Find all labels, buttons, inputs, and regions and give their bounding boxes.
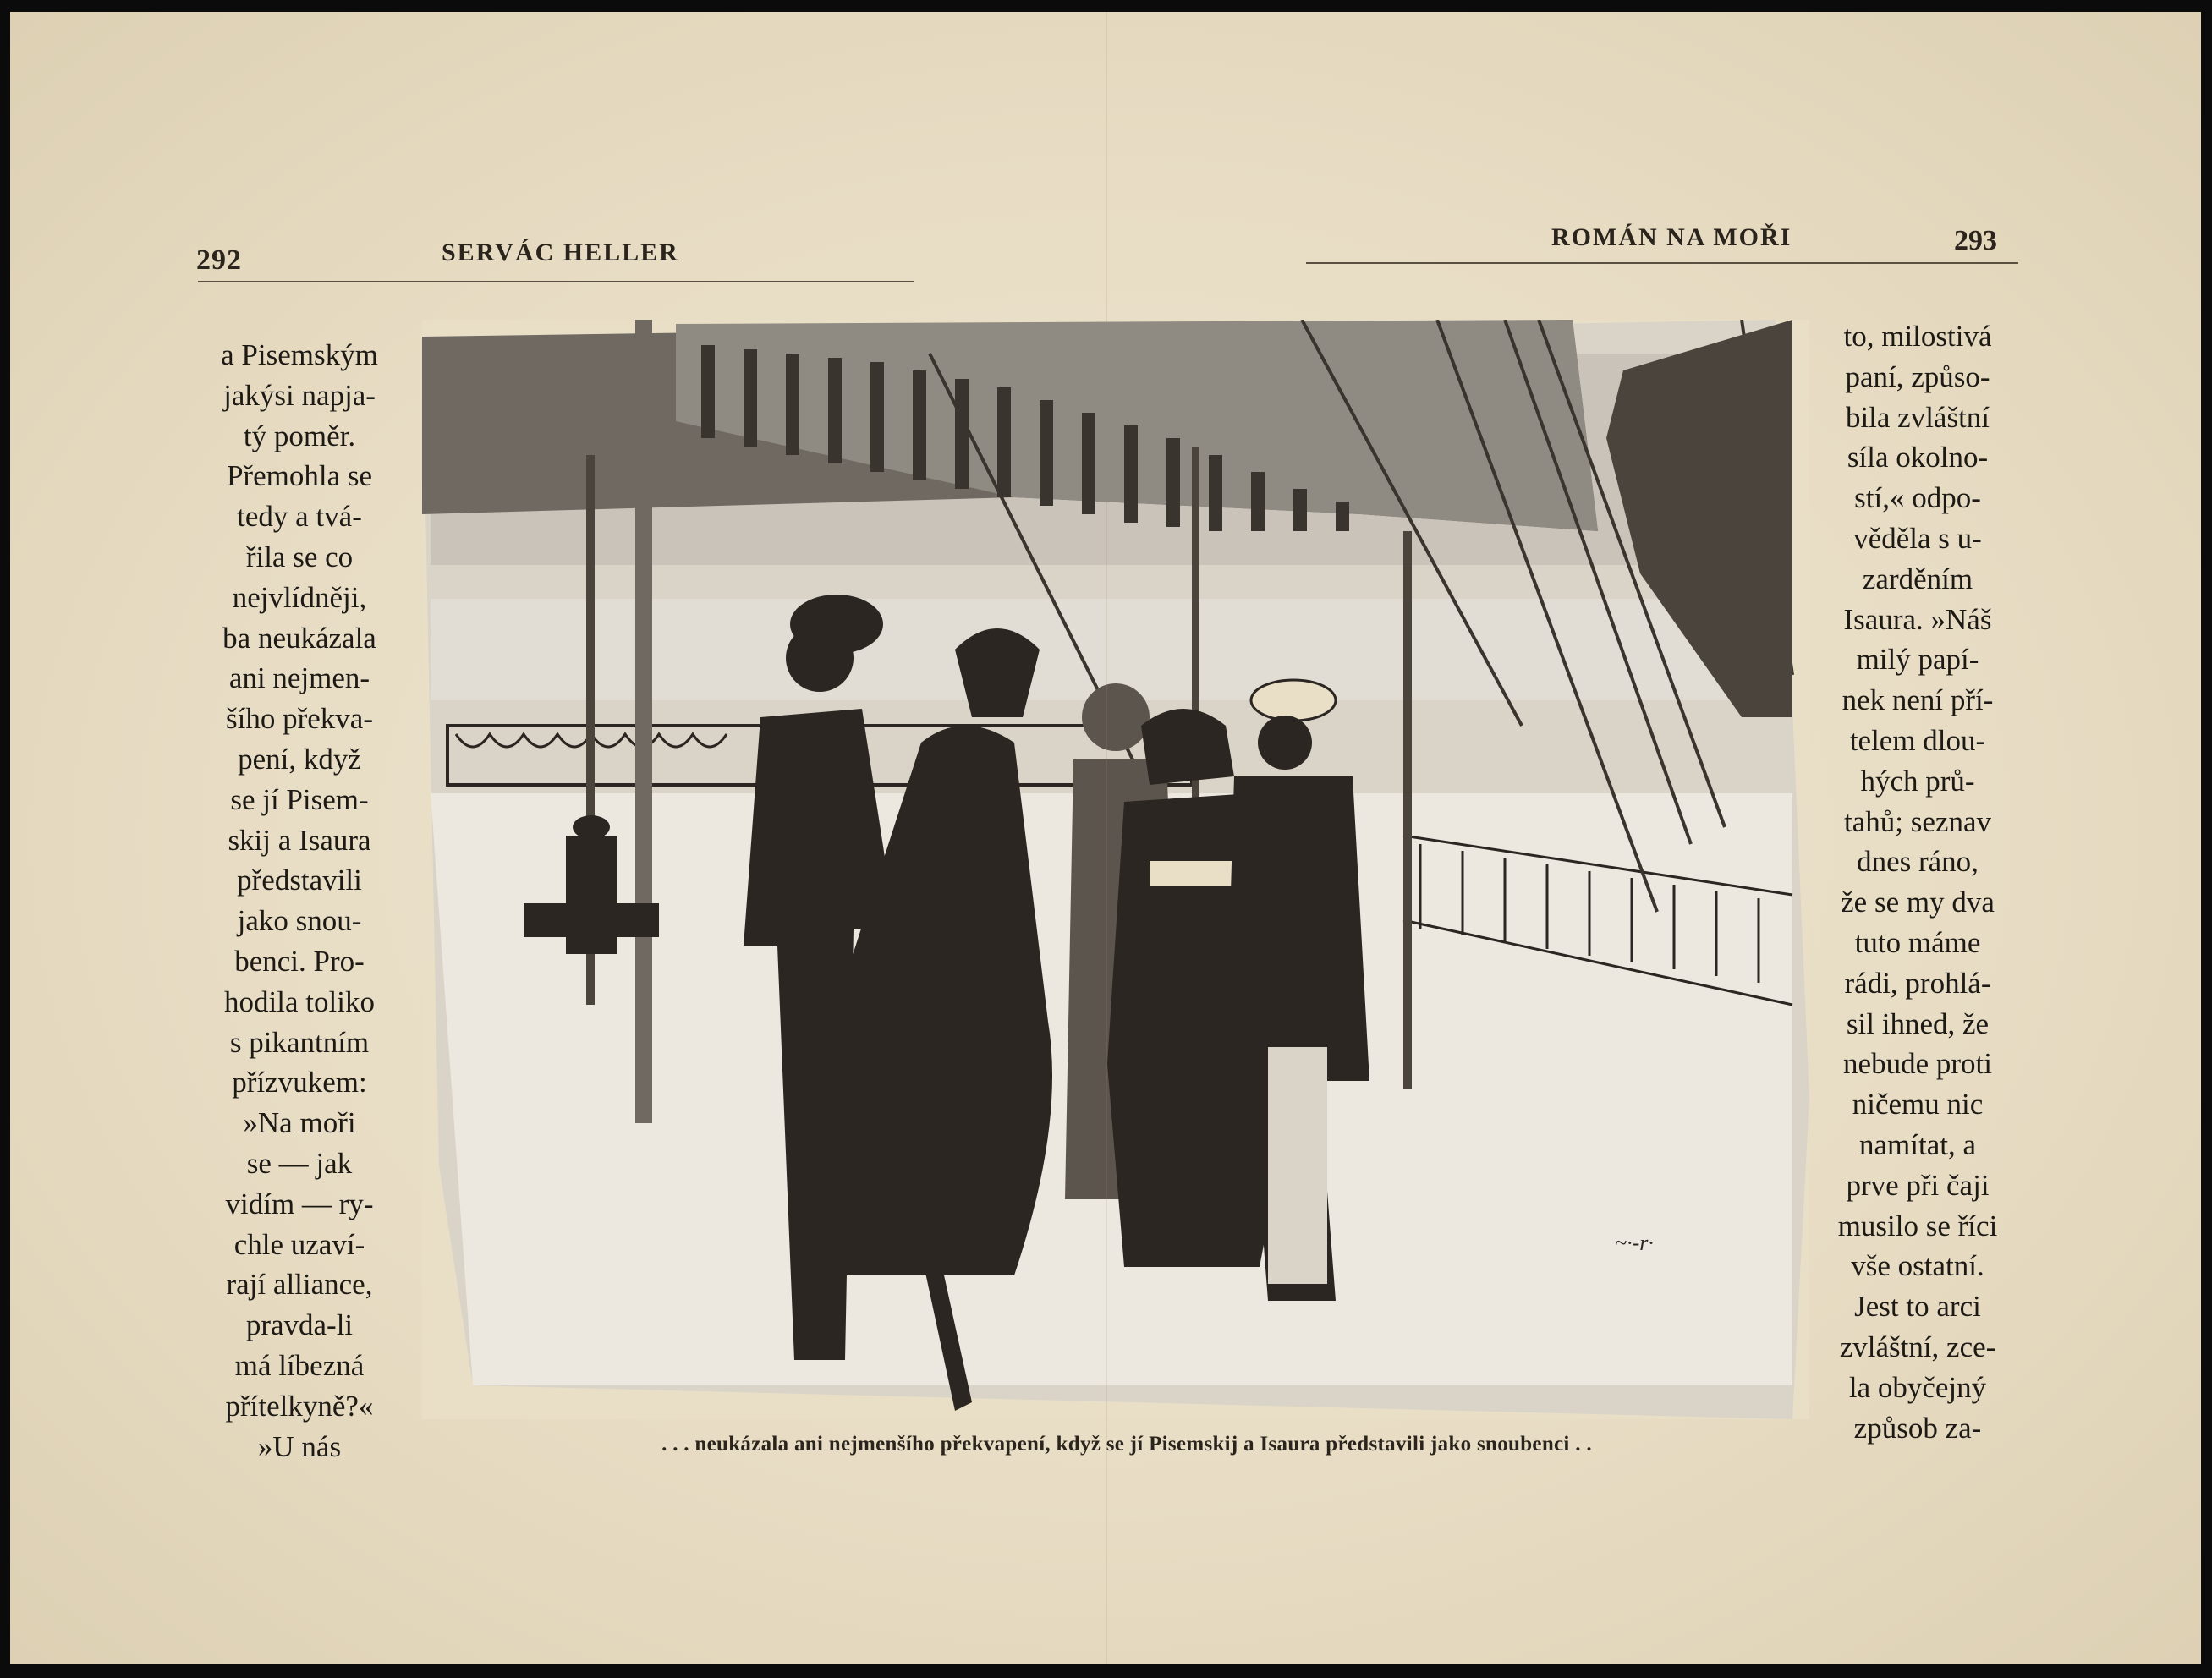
left-text-line: vidím — ry- bbox=[225, 1187, 374, 1220]
right-page-number: 293 bbox=[1954, 225, 1997, 256]
left-header-rule bbox=[198, 281, 914, 282]
right-text-line: milý papí- bbox=[1856, 643, 1979, 677]
left-text-line: ba neukázala bbox=[222, 621, 376, 655]
left-text-line: pravda-li bbox=[245, 1308, 354, 1342]
right-text-line: tuto máme bbox=[1854, 925, 1981, 959]
left-text-line: chle uzaví- bbox=[233, 1227, 365, 1261]
right-text-line: Isaura. »Náš bbox=[1843, 602, 1992, 636]
left-text-line: pení, když bbox=[238, 742, 361, 776]
left-text-line: šího překva- bbox=[226, 702, 373, 736]
right-text-line: hých prů- bbox=[1860, 764, 1975, 798]
right-text-line: že se my dva bbox=[1841, 886, 1995, 919]
left-text-column bbox=[196, 335, 403, 1467]
right-text-line: musilo se říci bbox=[1837, 1209, 1998, 1242]
book-spread bbox=[10, 12, 2201, 1664]
left-running-head: SERVÁC HELLER bbox=[442, 239, 679, 266]
left-text-line: jako snou- bbox=[237, 904, 362, 938]
right-text-line: rádi, prohlá- bbox=[1844, 966, 1991, 1000]
right-text-line: nebude proti bbox=[1843, 1047, 1992, 1081]
left-text-line: má líbezná bbox=[234, 1348, 365, 1382]
right-text-line: to, milostivá bbox=[1843, 320, 1992, 353]
right-text-line: sil ihned, že bbox=[1846, 1006, 1990, 1040]
right-text-line: způsob za- bbox=[1853, 1411, 1982, 1445]
left-text-line: hodila toliko bbox=[224, 984, 375, 1018]
left-text-line: skij a Isaura bbox=[228, 823, 371, 857]
left-text-line: rají alliance, bbox=[226, 1268, 373, 1302]
left-page-number: 292 bbox=[196, 244, 242, 276]
left-text-line: přítelkyně?« bbox=[225, 1389, 374, 1423]
right-text-line: ničemu nic bbox=[1852, 1088, 1984, 1121]
svg-text:~·-r·: ~·-r· bbox=[1615, 1231, 1654, 1255]
left-text-line: představili bbox=[237, 864, 362, 897]
right-text-line: bila zvláštní bbox=[1845, 400, 1990, 434]
illustration-caption: . . . neukázala ani nejmenšího překvapení, když se jí Pisemskij a Isaura představili jako snoubenci . . bbox=[661, 1433, 1592, 1456]
left-text-line: přízvukem: bbox=[232, 1066, 367, 1099]
right-text-column bbox=[1820, 316, 2015, 1448]
left-text-line: řila se co bbox=[245, 540, 354, 573]
right-text-line: stí,« odpo- bbox=[1854, 481, 1981, 515]
right-text-line: prve při čaji bbox=[1846, 1168, 1990, 1202]
right-text-line: Jest to arci bbox=[1854, 1290, 1981, 1324]
left-text-line: se — jak bbox=[246, 1146, 353, 1180]
left-text-line: tedy a tvá- bbox=[237, 500, 362, 534]
left-text-line: »Na moři bbox=[243, 1106, 356, 1140]
right-text-line: věděla s u- bbox=[1853, 521, 1982, 555]
right-header-rule bbox=[1306, 262, 2018, 264]
left-text-line: nejvlídněji, bbox=[232, 580, 367, 614]
left-text-line: benci. Pro- bbox=[234, 944, 365, 978]
right-text-line: vše ostatní. bbox=[1851, 1249, 1984, 1283]
left-text-line: jakýsi napja- bbox=[223, 378, 376, 412]
left-text-line: s pikantním bbox=[229, 1025, 370, 1059]
left-text-line: a Pisemským bbox=[221, 338, 378, 371]
left-text-line: ani nejmen- bbox=[228, 661, 370, 695]
right-text-line: telem dlou- bbox=[1849, 723, 1986, 757]
right-text-line: zvláštní, zce- bbox=[1839, 1330, 1996, 1363]
left-text-line: tý poměr. bbox=[243, 419, 356, 452]
right-running-head: ROMÁN NA MOŘI bbox=[1551, 223, 1792, 251]
right-text-line: zarděním bbox=[1862, 562, 1973, 595]
right-text-line: nek není pří- bbox=[1842, 683, 1994, 717]
left-text-line: Přemohla se bbox=[226, 459, 373, 493]
right-text-line: namítat, a bbox=[1858, 1127, 1976, 1161]
right-text-line: paní, způso- bbox=[1845, 359, 1990, 393]
ship-deck-illustration bbox=[422, 320, 1809, 1419]
right-text-line: tahů; seznav bbox=[1844, 804, 1991, 838]
left-text-line: »U nás bbox=[257, 1429, 342, 1463]
right-text-line: dnes ráno, bbox=[1857, 845, 1979, 879]
right-text-line: síla okolno- bbox=[1847, 441, 1989, 474]
left-text-line: se jí Pisem- bbox=[230, 782, 369, 816]
right-text-line: la obyčejný bbox=[1848, 1370, 1987, 1404]
